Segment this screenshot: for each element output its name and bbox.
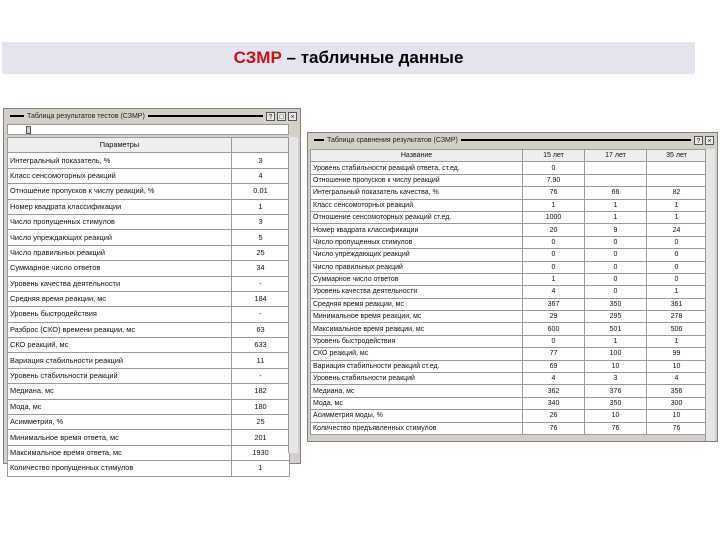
value-cell: 34 [232, 261, 290, 276]
table-row[interactable] [311, 397, 707, 409]
value-cell: 11 [232, 353, 290, 368]
table-row[interactable] [311, 174, 707, 186]
value-cell: 7.90 [523, 174, 585, 186]
table-row[interactable] [8, 353, 290, 368]
name-cell: Количество предъявленных стимулов [311, 422, 523, 434]
table-row[interactable] [8, 153, 290, 168]
slider-track[interactable] [7, 124, 289, 135]
help-button[interactable]: ? [266, 112, 275, 121]
results-table [7, 137, 290, 477]
value-cell: 0.01 [232, 184, 290, 199]
value-cell: 361 [647, 298, 707, 310]
param-cell: Вариация стабильности реакций [8, 353, 232, 368]
value-cell: 1 [647, 335, 707, 347]
close-button[interactable]: × [288, 112, 297, 121]
table-row[interactable] [8, 368, 290, 383]
table-row[interactable] [311, 273, 707, 285]
table-row[interactable] [311, 249, 707, 261]
value-cell: 0 [523, 335, 585, 347]
value-cell: 76 [523, 422, 585, 434]
param-cell: Интегральный показатель, % [8, 153, 232, 168]
value-cell: 633 [232, 338, 290, 353]
param-cell: СКО реакций, мс [8, 338, 232, 353]
results-window-scrollbar[interactable] [288, 137, 298, 453]
table-row[interactable] [311, 199, 707, 211]
value-cell: 182 [232, 384, 290, 399]
param-cell: Уровень быстродействия [8, 307, 232, 322]
value-cell: 10 [647, 360, 707, 372]
table-row[interactable] [8, 261, 290, 276]
value-cell: 350 [585, 397, 647, 409]
slide-title-bar [2, 42, 695, 74]
value-cell: 3 [232, 153, 290, 168]
value-cell: 20 [523, 224, 585, 236]
param-cell: Уровень качества деятельности [8, 276, 232, 291]
param-cell: Число упреждающих реакций [8, 230, 232, 245]
maximize-button[interactable]: □ [277, 112, 286, 121]
value-cell: 0 [585, 286, 647, 298]
table-row[interactable] [8, 291, 290, 306]
table-row[interactable] [8, 307, 290, 322]
value-cell: 29 [523, 311, 585, 323]
value-cell: 0 [585, 249, 647, 261]
value-cell: 26 [523, 410, 585, 422]
param-cell: Максимальное время ответа, мс [8, 445, 232, 460]
comparison-window-title: Таблица сравнения результатов (СЗМР) [327, 136, 458, 144]
help-button[interactable]: ? [694, 136, 703, 145]
value-cell: 0 [585, 236, 647, 248]
value-cell: 362 [523, 385, 585, 397]
table-row[interactable] [8, 338, 290, 353]
results-window-title: Таблица результатов тестов (СЗМР) [27, 112, 145, 120]
value-cell: 600 [523, 323, 585, 335]
value-cell: 1000 [523, 211, 585, 223]
param-cell: Разброс (СКО) времени реакции, мс [8, 322, 232, 337]
value-cell: 1 [647, 286, 707, 298]
name-cell: СКО реакций, мс [311, 348, 523, 360]
value-cell: 76 [523, 187, 585, 199]
value-column-header[interactable] [232, 138, 290, 153]
value-cell: 10 [585, 360, 647, 372]
value-cell: 3 [232, 214, 290, 229]
name-cell: Интегральный показатель качества, % [311, 187, 523, 199]
value-cell: 100 [585, 348, 647, 360]
value-cell: 10 [585, 410, 647, 422]
value-cell: 1 [523, 273, 585, 285]
table-row[interactable] [8, 445, 290, 460]
value-cell: 4 [523, 286, 585, 298]
value-cell [585, 174, 647, 186]
value-cell: 9 [585, 224, 647, 236]
slide-title-red: СЗМР [233, 48, 282, 67]
column-header[interactable]: 15 лет [523, 150, 585, 162]
param-cell: Число правильных реакций [8, 245, 232, 260]
value-cell [647, 162, 707, 174]
value-cell: 76 [585, 422, 647, 434]
value-cell: 0 [585, 273, 647, 285]
value-cell: 367 [523, 298, 585, 310]
value-cell: 300 [647, 397, 707, 409]
value-cell: 201 [232, 430, 290, 445]
table-row[interactable] [8, 322, 290, 337]
name-cell: Уровень стабильности реакций ответа, ст.ед. [311, 162, 523, 174]
name-cell: Отношение сенсомоторных реакций ст.ед. [311, 211, 523, 223]
param-column-header[interactable]: Параметры [8, 138, 232, 153]
value-cell: 1 [647, 199, 707, 211]
value-cell: 501 [585, 323, 647, 335]
value-cell: 0 [523, 249, 585, 261]
value-cell: 25 [232, 245, 290, 260]
name-cell: Число правильных реакций [311, 261, 523, 273]
value-cell: 76 [647, 422, 707, 434]
value-cell: 376 [585, 385, 647, 397]
value-cell: 63 [232, 322, 290, 337]
column-header[interactable]: 17 лет [585, 150, 647, 162]
value-cell: 4 [232, 168, 290, 183]
value-cell: 0 [523, 162, 585, 174]
param-cell: Минимальное время ответа, мс [8, 430, 232, 445]
name-cell: Средняя время реакции, мс [311, 298, 523, 310]
name-cell: Уровень быстродействия [311, 335, 523, 347]
value-cell: 350 [585, 298, 647, 310]
name-cell: Уровень качества деятельности [311, 286, 523, 298]
value-cell: 10 [647, 410, 707, 422]
table-row[interactable] [8, 399, 290, 414]
value-cell: 69 [523, 360, 585, 372]
results-window-titlebar[interactable] [4, 109, 300, 123]
table-row[interactable] [311, 211, 707, 223]
slider-handle[interactable] [26, 126, 31, 134]
value-cell: 25 [232, 415, 290, 430]
value-cell: 1 [523, 199, 585, 211]
value-cell: 99 [647, 348, 707, 360]
table-row[interactable] [311, 187, 707, 199]
value-cell [647, 174, 707, 186]
value-cell: - [232, 307, 290, 322]
value-cell: 3 [585, 373, 647, 385]
value-cell [585, 162, 647, 174]
value-cell: 4 [523, 373, 585, 385]
table-row[interactable] [8, 276, 290, 291]
value-cell: 0 [585, 261, 647, 273]
param-cell: Суммарное число ответов [8, 261, 232, 276]
table-row[interactable] [311, 224, 707, 236]
value-cell: 0 [523, 261, 585, 273]
value-cell: 77 [523, 348, 585, 360]
table-row[interactable] [311, 311, 707, 323]
table-row[interactable] [311, 236, 707, 248]
name-cell: Асимметрия моды, % [311, 410, 523, 422]
value-cell: 340 [523, 397, 585, 409]
table-row[interactable] [311, 335, 707, 347]
table-row[interactable] [311, 261, 707, 273]
table-row[interactable] [8, 430, 290, 445]
table-row[interactable] [8, 245, 290, 260]
column-header[interactable]: 35 лет [647, 150, 707, 162]
table-row[interactable] [8, 230, 290, 245]
comparison-window [307, 132, 718, 442]
value-cell: 82 [647, 187, 707, 199]
close-button[interactable]: × [705, 136, 714, 145]
slide-title-text: – табличные данные [281, 48, 464, 67]
name-cell: Суммарное число ответов [311, 273, 523, 285]
name-cell: Уровень стабильности реакций [311, 373, 523, 385]
table-row[interactable] [311, 323, 707, 335]
value-cell: 356 [647, 385, 707, 397]
table-row[interactable] [311, 410, 707, 422]
value-cell: 278 [647, 311, 707, 323]
value-cell: 24 [647, 224, 707, 236]
name-cell: Медиана, мс [311, 385, 523, 397]
value-cell: 1930 [232, 445, 290, 460]
name-cell: Отношение пропусков к числу реакций [311, 174, 523, 186]
value-cell: 1 [232, 461, 290, 476]
table-row[interactable] [8, 461, 290, 476]
value-cell: 66 [585, 187, 647, 199]
value-cell: 506 [647, 323, 707, 335]
value-cell: - [232, 276, 290, 291]
name-cell: Максимальное время реакции, мс [311, 323, 523, 335]
comparison-window-scrollbar[interactable] [705, 149, 715, 441]
column-header[interactable]: Название [311, 150, 523, 162]
name-cell: Число упреждающих реакций [311, 249, 523, 261]
name-cell: Номер квадрата классификации [311, 224, 523, 236]
name-cell: Число пропущенных стимулов [311, 236, 523, 248]
param-cell: Асимметрия, % [8, 415, 232, 430]
value-cell: 1 [585, 335, 647, 347]
value-cell: 184 [232, 291, 290, 306]
table-row[interactable] [311, 286, 707, 298]
value-cell: 295 [585, 311, 647, 323]
table-row[interactable] [311, 373, 707, 385]
value-cell: 180 [232, 399, 290, 414]
table-row[interactable] [8, 384, 290, 399]
value-cell: 0 [647, 261, 707, 273]
value-cell: - [232, 368, 290, 383]
value-cell: 1 [585, 199, 647, 211]
value-cell: 5 [232, 230, 290, 245]
param-cell: Номер квадрата классификации [8, 199, 232, 214]
param-cell: Средняя время реакции, мс [8, 291, 232, 306]
table-row[interactable] [8, 214, 290, 229]
name-cell: Мода, мс [311, 397, 523, 409]
table-row[interactable] [311, 422, 707, 434]
value-cell: 1 [647, 211, 707, 223]
table-row[interactable] [311, 162, 707, 174]
table-row[interactable] [8, 199, 290, 214]
name-cell: Вариация стабильности реакций ст.ед. [311, 360, 523, 372]
table-row[interactable] [8, 415, 290, 430]
value-cell: 1 [585, 211, 647, 223]
table-row[interactable] [311, 385, 707, 397]
param-cell: Класс сенсомоторных реакций [8, 168, 232, 183]
comparison-window-titlebar[interactable] [308, 133, 717, 147]
name-cell: Класс сенсомоторных реакций [311, 199, 523, 211]
param-cell: Медиана, мс [8, 384, 232, 399]
table-row[interactable] [8, 168, 290, 183]
table-row[interactable] [311, 298, 707, 310]
name-cell: Минимальное время реакции, мс [311, 311, 523, 323]
value-cell: 0 [647, 236, 707, 248]
value-cell: 4 [647, 373, 707, 385]
table-row[interactable] [311, 348, 707, 360]
value-cell: 0 [647, 273, 707, 285]
param-cell: Мода, мс [8, 399, 232, 414]
table-row[interactable] [8, 184, 290, 199]
results-window [3, 108, 301, 473]
value-cell: 0 [523, 236, 585, 248]
param-cell: Количество пропущенных стимулов [8, 461, 232, 476]
comparison-table [310, 149, 707, 435]
param-cell: Число пропущенных стимулов [8, 214, 232, 229]
table-row[interactable] [311, 360, 707, 372]
param-cell: Уровень стабильности реакций [8, 368, 232, 383]
value-cell: 0 [647, 249, 707, 261]
param-cell: Отношение пропусков к числу реакций, % [8, 184, 232, 199]
value-cell: 1 [232, 199, 290, 214]
